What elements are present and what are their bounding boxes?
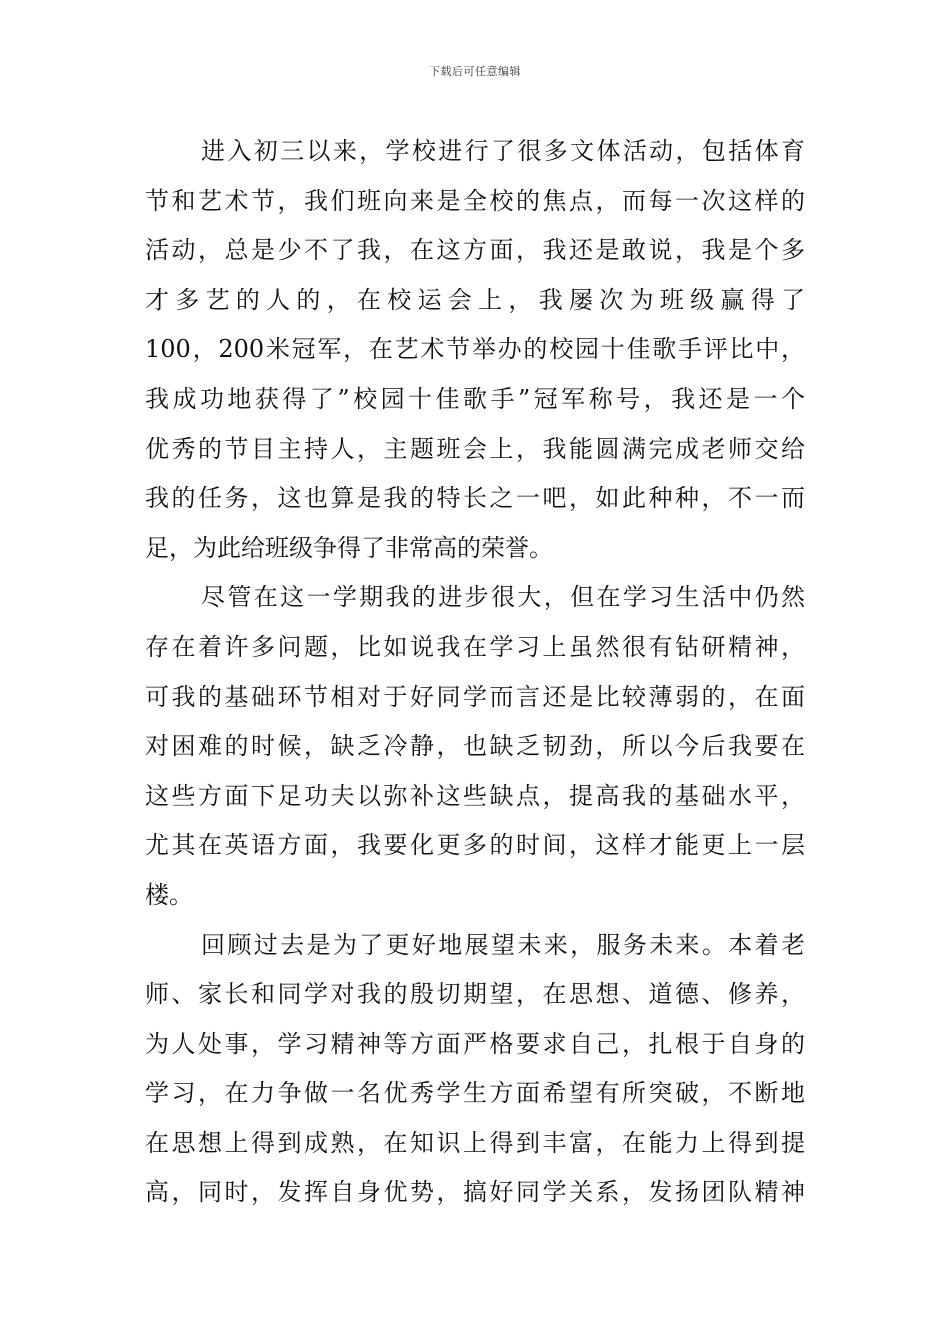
paragraph-1-line-5: 100，200米冠军，在艺术节举办的校园十佳歌手评比中， bbox=[145, 335, 805, 364]
paragraph-2-line-2: 存在着许多问题，比如说我在学习上虽然很有钻研精神， bbox=[145, 632, 805, 661]
paragraph-3-line-5: 在思想上得到成熟，在知识上得到丰富，在能力上得到提 bbox=[145, 1128, 805, 1157]
paragraph-2-line-6: 尤其在英语方面，我要化更多的时间，这样才能更上一层 bbox=[145, 831, 805, 860]
paragraph-2-line-5: 这些方面下足功夫以弥补这些缺点，提高我的基础水平， bbox=[145, 781, 805, 810]
paragraph-2-line-4: 对困难的时候，缺乏冷静，也缺乏韧劲，所以今后我要在 bbox=[145, 732, 805, 761]
paragraph-3-line-4: 学习，在力争做一名优秀学生方面希望有所突破，不断地 bbox=[145, 1079, 805, 1108]
paragraph-1-line-8: 我的任务，这也算是我的特长之一吧，如此种种，不一而 bbox=[145, 484, 805, 513]
paragraph-1-line-3: 活动，总是少不了我，在这方面，我还是敢说，我是个多 bbox=[145, 236, 805, 265]
paragraph-3-line-6: 高，同时，发挥自身优势，搞好同学关系，发扬团队精神 bbox=[145, 1178, 805, 1207]
paragraph-2-line-7: 楼。 bbox=[145, 880, 193, 909]
paragraph-3-line-2: 师、家长和同学对我的殷切期望，在思想、道德、修养， bbox=[145, 980, 805, 1009]
paragraph-1-line-7: 优秀的节目主持人，主题班会上，我能圆满完成老师交给 bbox=[145, 434, 805, 463]
paragraph-1-line-4: 才多艺的人的，在校运会上，我屡次为班级赢得了 bbox=[145, 285, 805, 314]
paragraph-1-line-6: 我成功地获得了”校园十佳歌手”冠军称号，我还是一个 bbox=[145, 384, 805, 413]
paragraph-3-line-1: 回顾过去是为了更好地展望未来，服务未来。本着老 bbox=[201, 930, 805, 959]
paragraph-3-line-3: 为人处事，学习精神等方面严格要求自己，扎根于自身的 bbox=[145, 1029, 805, 1058]
paragraph-1-line-9: 足，为此给班级争得了非常高的荣誉。 bbox=[145, 533, 553, 562]
paragraph-1-line-1: 进入初三以来，学校进行了很多文体活动，包括体育 bbox=[201, 137, 805, 165]
paragraph-2-line-3: 可我的基础环节相对于好同学而言还是比较薄弱的，在面 bbox=[145, 682, 805, 711]
paragraph-1-line-2: 节和艺术节，我们班向来是全校的焦点，而每一次这样的 bbox=[145, 186, 805, 215]
document-body bbox=[145, 127, 805, 1218]
page-header: 下载后可任意编辑 bbox=[429, 65, 521, 78]
paragraph-2-line-1: 尽管在这一学期我的进步很大，但在学习生活中仍然 bbox=[201, 583, 805, 612]
